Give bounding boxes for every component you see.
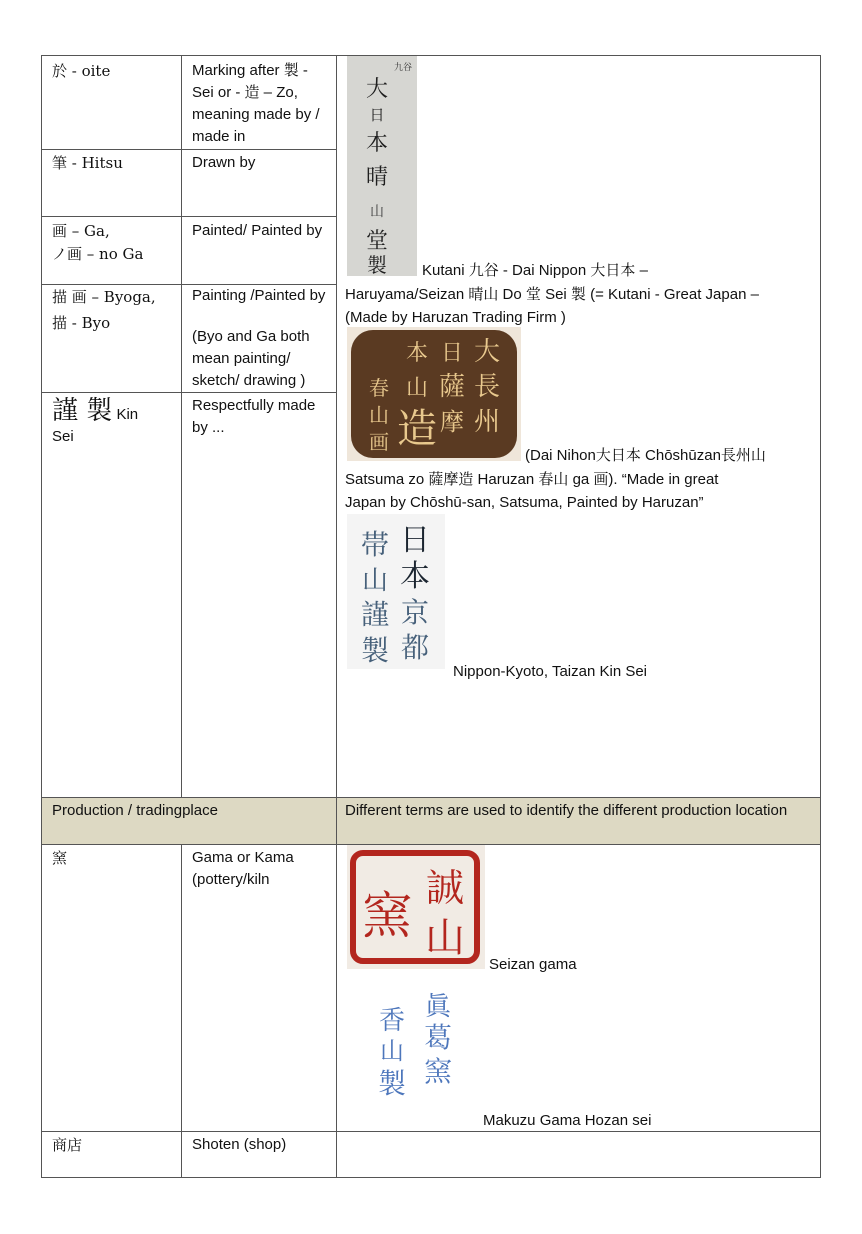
kutani-mark-char: 山 [370,204,384,220]
cell-kinsei-meaning [181,392,337,798]
makuzu-caption: Makuzu Gama Hozan sei [483,1112,652,1129]
kutani-mark-char: 製 [367,253,387,276]
taizan-mark-char: 帯 [360,528,390,561]
kinsei-meaning: Respectfully made by ... [192,397,316,436]
kama-term: 窯 [52,849,68,867]
makuzu-mark-char: 眞 [424,992,452,1022]
makuzu-mark-char: 窯 [423,1055,453,1088]
taizan-mark-char: 都 [400,631,430,664]
cell-kama-term [41,844,182,1132]
oite-term: 於 - oite [52,62,111,80]
kinsei-romaji-2: Sei [52,428,74,445]
satsuma-mark-char: 本 [405,341,429,366]
seizan-caption: Seizan gama [489,956,577,973]
seizan-seal-char: 窯 [362,887,412,945]
taizan-mark-char: 山 [361,566,389,596]
cell-shoten-examples [336,1131,821,1178]
satsuma-mark-char: 州 [473,407,501,437]
satsuma-caption-2: Satsuma zo 薩摩造 Haruzan 春山 ga 画). “Made in great [345,471,719,488]
seizan-seal-char: 山 [425,915,465,961]
kinsei-romaji-1: Kin [116,406,139,423]
satsuma-caption-1: (Dai Nihon大日本 Chōshūzan長州山 [525,447,766,464]
kutani-caption-1: Kutani 九谷 - Dai Nippon 大日本 – [422,262,648,279]
kutani-mark-char: 堂 [365,229,389,254]
satsuma-mark-char: 造 [397,406,437,452]
section-header-right-text: Different terms are used to identify the different production location [345,802,788,819]
makuzu-mark-char: 製 [377,1067,407,1100]
makuzu-mark-char: 葛 [423,1021,453,1054]
satsuma-mark-char: 摩 [440,408,464,436]
taizan-mark-image [347,514,445,669]
satsuma-mark-char: 大 [473,337,501,367]
ga-term-line1: 画 – Ga, [52,222,110,240]
seizan-seal-char: 誠 [425,866,465,910]
section-header-left-text: Production / tradingplace [52,802,218,819]
makuzu-mark-char: 山 [380,1037,404,1065]
makuzu-mark-char: 香 [378,1006,406,1036]
seizan-seal-image [347,845,485,969]
taizan-mark-char: 本 [400,559,430,594]
makuzu-mark-image [362,985,480,1111]
hitsu-meaning: Drawn by [192,154,256,171]
taizan-mark-char: 謹 [360,598,390,631]
satsuma-mark-char: 長 [473,372,501,402]
kutani-mark-small: 九谷 [393,63,413,73]
cell-kinsei-term [41,392,182,798]
kutani-mark-char: 本 [365,131,389,156]
satsuma-mark-char: 薩 [438,372,466,402]
satsuma-caption-3: Japan by Chōshū-san, Satsuma, Painted by Haruzan” [345,494,704,511]
kutani-mark-char: 日 [369,106,385,124]
shoten-term: 商店 [52,1136,83,1154]
kutani-caption-2: Haruyama/Seizan 晴山 Do 堂 Sei 製 (= Kutani - Great Japan – [345,286,759,303]
oite-meaning: Marking after 製 - Sei or - 造 – Zo, meaning made by / made in [192,62,320,145]
shoten-meaning: Shoten (shop) [192,1136,287,1153]
kinsei-term [52,396,177,448]
kutani-mark-image [347,56,417,276]
ga-term-line2: ノ画 – no Ga [52,245,144,263]
byoga-term-line2: 描 - Byo [52,314,111,332]
taizan-mark-char: 日 [400,523,430,558]
kutani-mark-char: 晴 [365,165,389,190]
ga-meaning: Painted/ Painted by [192,222,323,239]
kutani-mark-char: 大 [365,77,389,102]
taizan-caption: Nippon-Kyoto, Taizan Kin Sei [453,663,648,680]
satsuma-mark-char: 山 [405,376,429,401]
satsuma-mark-char: 山 [369,403,389,427]
kama-meaning: Gama or Kama (pottery/kiln [192,849,294,888]
taizan-mark-char: 製 [360,634,390,667]
satsuma-mark-char: 日 [440,341,464,366]
satsuma-mark-char: 春 [369,376,389,400]
satsuma-mark-image [347,327,521,461]
kutani-caption-3: (Made by Haruzan Trading Firm ) [345,309,566,326]
byoga-term-line1: 描 画 – Byoga, [52,288,156,306]
taizan-mark-char: 京 [400,596,430,629]
kinsei-kanji: 謹 製 [52,396,113,426]
byoga-meaning-note: (Byo and Ga both mean painting/ sketch/ drawing ) [192,328,310,389]
hitsu-term: 筆 - Hitsu [52,154,123,172]
satsuma-mark-char: 画 [369,430,389,454]
byoga-meaning: Painting /Painted by [192,287,326,304]
